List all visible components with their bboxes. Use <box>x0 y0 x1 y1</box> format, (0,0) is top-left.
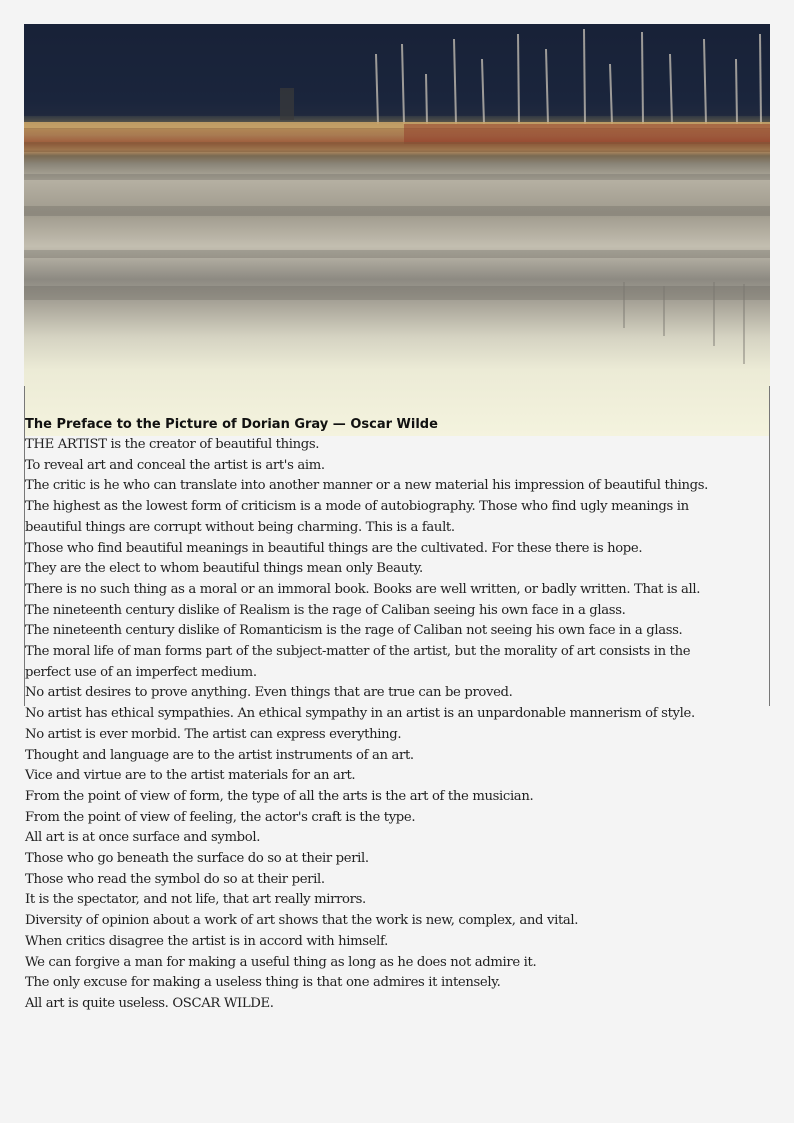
preface-line: There is no such thing as a moral or an immoral book. Books are well written, or badly written. That is all. <box>25 581 701 597</box>
preface-line: When critics disagree the artist is in accord with himself. <box>25 933 388 949</box>
preface-line: All art is quite useless. OSCAR WILDE. <box>25 995 274 1011</box>
preface-line: It is the spectator, and not life, that art really mirrors. <box>25 892 366 908</box>
preface-line: beautiful things are corrupt without being charming. This is a fault. <box>25 519 455 535</box>
preface-line: No artist desires to prove anything. Even things that are true can be proved. <box>25 685 513 701</box>
preface-line: Those who find beautiful meanings in beautiful things are the cultivated. For these there is hope. <box>25 540 643 556</box>
preface-line: No artist has ethical sympathies. An ethical sympathy in an artist is an unpardonable mannerism of style. <box>25 706 695 722</box>
preface-line: To reveal art and conceal the artist is art's aim. <box>25 457 325 473</box>
preface-line: Thought and language are to the artist instruments of an art. <box>25 747 414 763</box>
preface-line: Those who go beneath the surface do so at their peril. <box>25 851 369 867</box>
preface-line: From the point of view of feeling, the actor's craft is the type. <box>25 809 416 825</box>
preface-line: All art is at once surface and symbol. <box>25 830 261 846</box>
preface-line: Those who read the symbol do so at their peril. <box>25 871 325 887</box>
preface-line: Vice and virtue are to the artist materials for an art. <box>25 768 356 784</box>
preface-line: We can forgive a man for making a useful thing as long as he does not admire it. <box>25 954 537 970</box>
photo-detail <box>24 24 770 436</box>
document-title: The Preface to the Picture of Dorian Gray — Oscar Wilde <box>25 417 438 432</box>
preface-line: Diversity of opinion about a work of art shows that the work is new, complex, and vital. <box>25 913 579 929</box>
preface-line: THE ARTIST is the creator of beautiful things. <box>25 437 320 452</box>
preface-line: From the point of view of form, the type of all the arts is the art of the musician. <box>25 788 534 804</box>
preface-line: They are the elect to whom beautiful things mean only Beauty. <box>25 561 423 577</box>
preface-line: No artist is ever morbid. The artist can express everything. <box>25 726 402 742</box>
preface-line: The nineteenth century dislike of Realism is the rage of Caliban seeing his own face in a glass. <box>25 602 626 618</box>
preface-line: The nineteenth century dislike of Romanticism is the rage of Caliban not seeing his own face in a glass. <box>25 623 683 639</box>
preface-text <box>25 415 770 1015</box>
preface-line: perfect use of an imperfect medium. <box>25 664 257 680</box>
lake-reflection-photo <box>24 24 770 436</box>
preface-line: The moral life of man forms part of the subject-matter of the artist, but the morality of art consists in the <box>25 644 691 660</box>
preface-lines <box>25 435 770 1015</box>
preface-line: The highest as the lowest form of criticism is a mode of autobiography. Those who find ugly meanings in <box>25 499 689 515</box>
preface-line: The critic is he who can translate into another manner or a new material his impression of beautiful things. <box>25 478 708 494</box>
preface-line: The only excuse for making a useless thing is that one admires it intensely. <box>25 975 501 991</box>
